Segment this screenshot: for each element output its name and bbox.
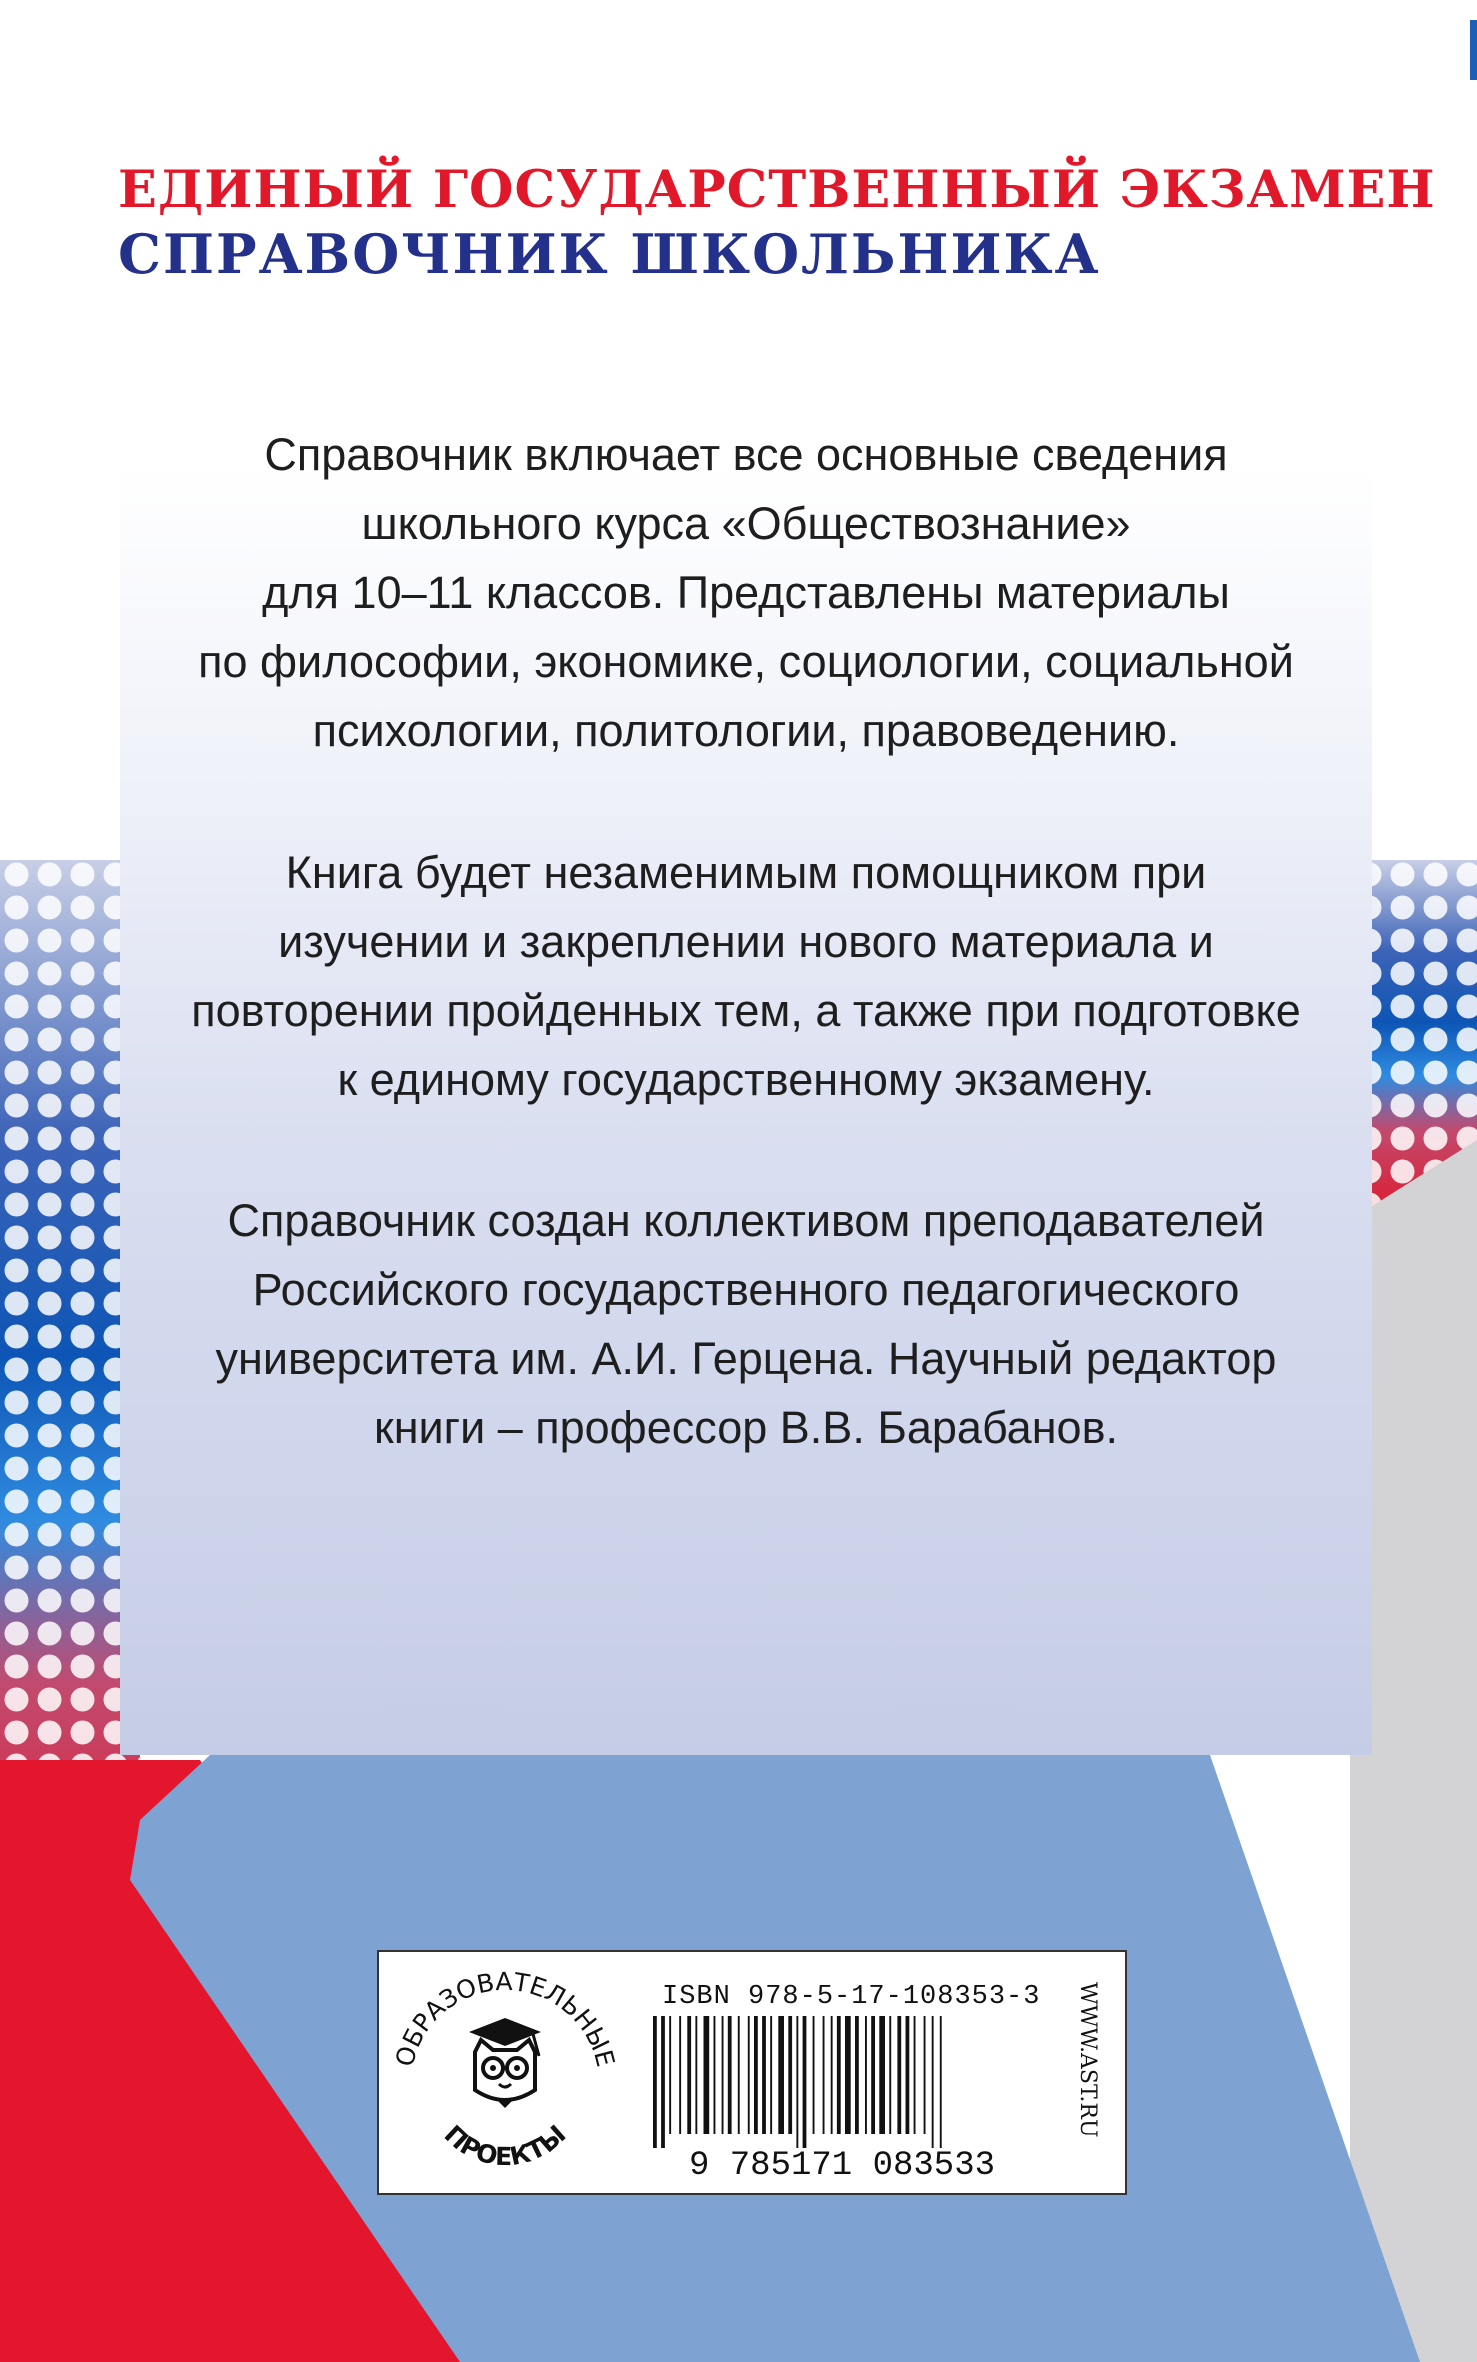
svg-text:ПРОЕКТЫ [439,2119,572,2171]
text-line: Справочник включает все основные сведения [264,429,1228,480]
isbn-label: ISBN 978-5-17-108353-3 [662,1982,1041,2012]
text-line: изучении и закреплении нового материала и [278,916,1214,967]
series-title: ЕДИНЫЙ ГОСУДАРСТВЕННЫЙ ЭКЗАМЕН [118,160,1436,220]
text-line: к единому государственному экзамену. [337,1054,1155,1105]
barcode-digits: 9 785171 083533 [688,2147,996,2182]
text-line: школьного курса «Обществознание» [361,498,1131,549]
description-paragraph-1 [120,420,1372,765]
cat-icon [469,2018,541,2108]
description-paragraph-3 [120,1186,1372,1462]
website-text: WWW.AST.RU [1075,1982,1100,2138]
text-line: университета им. А.И. Герцена. Научный редактор [215,1333,1277,1384]
description-paragraph-2 [120,838,1372,1114]
barcode-icon [647,2012,1037,2182]
text-line: Справочник создан коллективом преподавателей [227,1195,1265,1246]
text-line: по философии, экономике, социологии, социальной [198,636,1294,687]
publisher-website [1069,1972,1109,2182]
text-line: повторении пройденных тем, а также при подготовке [191,985,1301,1036]
logo-arc-bottom: ПРОЕКТЫ [438,2119,572,2172]
text-line: Российского государственного педагогического [252,1264,1240,1315]
book-type-title: СПРАВОЧНИК ШКОЛЬНИКА [118,222,1101,286]
text-line: книги – профессор В.В. Барабанов. [374,1402,1118,1453]
text-line: для 10–11 классов. Представлены материалы [262,567,1230,618]
logo-arc-top: ОБРАЗОВАТЕЛЬНЫЕ [389,1966,621,2070]
cover-header [118,160,1436,286]
barcode-box [377,1950,1127,2195]
publisher-logo [389,1960,621,2188]
text-line: Книга будет незаменимым помощником при [285,847,1207,898]
text-line: психологии, политологии, правоведению. [312,705,1180,756]
